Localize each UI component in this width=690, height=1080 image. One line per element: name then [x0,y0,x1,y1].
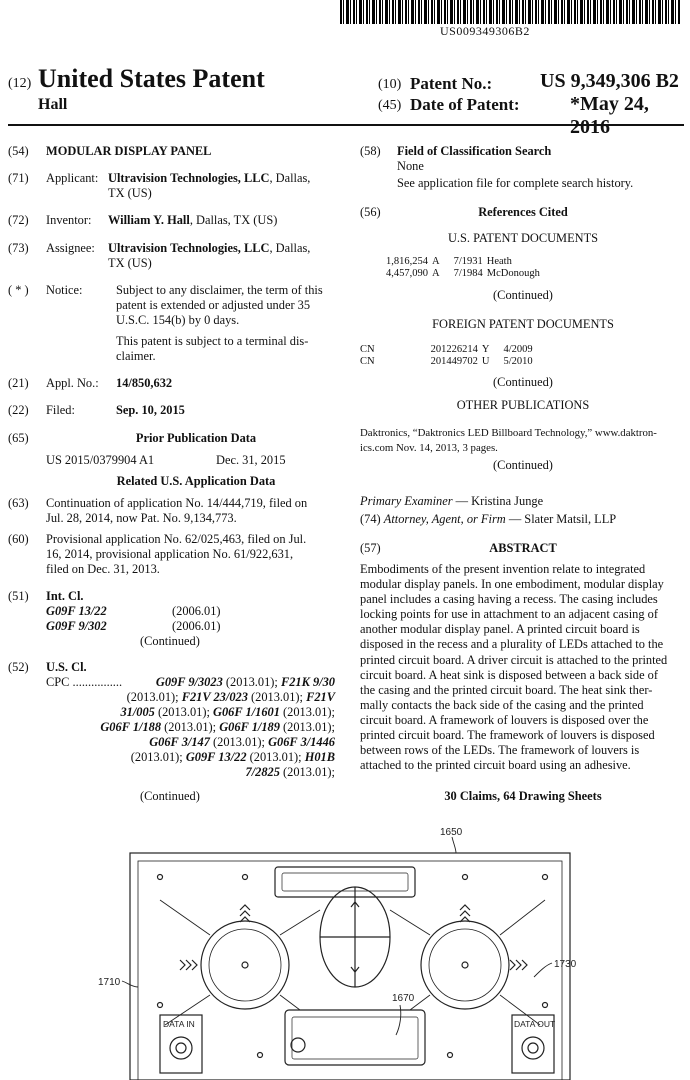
assignee-name: Ultravision Technologies, LLC [108,241,270,255]
bottom-recess [285,1010,425,1065]
prior-pub-heading: Prior Publication Data [135,431,257,445]
inventor-surname: Hall [38,96,68,113]
other-pubs-continued: (Continued) [493,458,553,472]
code-72: (72) [8,213,29,227]
date-label: Date of Patent: [410,95,520,114]
appl-no-label: Appl. No.: [46,376,99,390]
notice-line-4: This patent is subject to a terminal dis- [116,334,309,348]
examiner-label: Primary Examiner [360,494,453,508]
cpc-line-4: G06F 1/188 (2013.01); G06F 1/189 (2013.01); [100,720,335,734]
foreign-refs-table [360,344,537,368]
code-60: (60) [8,532,29,546]
filed-label: Filed: [46,403,75,417]
us-cl-label: U.S. Cl. [46,660,87,674]
code-21: (21) [8,376,29,390]
notice-line-1: Subject to any disclaimer, the term of this [116,283,323,297]
cpc-line-1: G09F 9/3023 (2013.01); F21K 9/30 [155,675,335,689]
code-10: (10) [378,77,402,92]
cpc-dots: ................ [72,675,123,689]
ref-1650: 1650 [440,827,463,838]
other-pub-line-2: ics.com Nov. 14, 2013, 3 pages. [360,442,498,454]
assignee-location: , Dallas, [269,241,311,255]
us-refs-table [386,256,544,280]
applicant-location: , Dallas, [269,171,311,185]
attorney-label: Attorney, Agent, or Firm [383,512,506,526]
code-63: (63) [8,496,29,510]
int-cl-1: G09F 13/22 [46,604,107,618]
related-heading: Related U.S. Application Data [116,474,276,488]
code-65: (65) [8,431,29,445]
int-cl-label: Int. Cl. [46,589,84,603]
other-pubs-heading: OTHER PUBLICATIONS [456,398,590,412]
code-12: (12) [8,76,32,91]
abstract-heading: ABSTRACT [489,541,557,555]
ref-1670: 1670 [392,993,415,1004]
inventor-name: William Y. Hall [108,213,190,227]
ref-1730: 1730 [554,959,577,970]
provisional-line-1: Provisional application No. 62/025,463, filed on Jul. [46,532,307,546]
notice-line-5: claimer. [116,349,156,363]
code-71: (71) [8,171,29,185]
cpc-line-2: (2013.01); F21V 23/023 (2013.01); F21V [126,690,335,704]
barcode [340,0,680,24]
code-notice: ( * ) [8,283,29,297]
left-mount-circle [201,921,289,1009]
data-out-label: DATA OUT [514,1019,556,1029]
invention-title: MODULAR DISPLAY PANEL [46,144,212,158]
table-row: CN 201449702 U 5/2010 [360,356,533,367]
continuation-line-2: Jul. 28, 2014, now Pat. No. 9,134,773. [46,511,237,525]
int-cl-2: G09F 9/302 [46,619,107,633]
data-in-label: DATA IN [163,1019,195,1029]
cpc-line-5: G06F 3/147 (2013.01); G06F 3/1446 [149,735,335,749]
code-54: (54) [8,144,29,158]
code-22: (22) [8,403,29,417]
code-56: (56) [360,205,381,219]
us-docs-heading: U.S. PATENT DOCUMENTS [447,231,599,245]
table-row: 1,816,254 A 7/1931 Heath [386,256,512,267]
field-note: See application file for complete search history. [397,176,634,190]
table-row: 4,457,090 A 7/1984 McDonough [386,268,540,279]
cpc-label: CPC [46,675,70,689]
assignee-label: Assignee: [46,241,95,255]
code-52: (52) [8,660,29,674]
representative-drawing [0,815,690,1080]
foreign-refs-continued: (Continued) [493,375,553,389]
assignee-location-2: TX (US) [108,256,152,270]
ref-1710: 1710 [98,977,121,988]
barcode-text: US009349306B2 [440,24,530,38]
cpc-line-6: (2013.01); G09F 13/22 (2013.01); H01B [130,750,335,764]
code-51: (51) [8,589,29,603]
int-cl-1-date: (2006.01) [172,604,221,618]
filed-date: Sep. 10, 2015 [116,403,185,417]
table-row: CN 201226214 Y 4/2009 [360,344,533,355]
foreign-heading: FOREIGN PATENT DOCUMENTS [432,317,614,331]
appl-no: 14/850,632 [116,376,173,390]
patent-no-label: Patent No.: [410,74,493,93]
provisional-line-2: 16, 2014, provisional application No. 61/922,631, [46,547,294,561]
applicant-location-2: TX (US) [108,186,152,200]
right-column [360,144,686,824]
field-none: None [397,159,424,173]
right-mount-circle [421,921,509,1009]
code-58: (58) [360,144,381,158]
code-45: (45) [378,98,402,113]
field-heading: Field of Classification Search [397,144,552,158]
code-57: (57) [360,541,381,555]
patent-date: *May 24, 2016 [570,93,649,138]
header-rule [8,124,684,126]
us-refs-continued: (Continued) [493,288,553,302]
provisional-line-3: filed on Dec. 31, 2013. [46,562,160,576]
int-cl-2-date: (2006.01) [172,619,221,633]
left-column [8,144,338,824]
applicant-label: Applicant: [46,171,99,185]
cpc-line-3: 31/005 (2013.01); G06F 1/1601 (2013.01); [120,705,335,719]
cpc-line-7: 7/2825 (2013.01); [245,765,335,779]
notice-label: Notice: [46,283,83,297]
int-cl-continued: (Continued) [140,634,200,648]
examiner-name: — Kristina Junge [452,494,544,508]
attorney-name: — Slater Matsil, LLP [505,512,617,526]
notice-line-2: patent is extended or adjusted under 35 [116,298,311,312]
patent-number: US 9,349,306 B2 [540,70,679,92]
code-74: (74) [360,512,381,526]
inventor-label: Inventor: [46,213,92,227]
doc-type: United States Patent [38,64,265,93]
code-73: (73) [8,241,29,255]
prior-pub-number: US 2015/0379904 A1 [46,453,155,467]
notice-line-3: U.S.C. 154(b) by 0 days. [116,313,240,327]
abstract-text: Embodiments of the present invention relate to integrated modular display panels. In one embodiment, modular display panel includes a casing having a recess. The casing includes locking points for use in attachment to an adjacent casing of another modular display panel. A printed circuit board is disposed in the recess and a plurality of LEDs attached to the printed circuit board. A driver circuit is attached to the printed circuit board. A heat sink is disposed between a back side of the casing and the printed circuit board. The heat sink ther- mally contacts the back side of the casing and the printed circuit board. A framework of louvers is disposed over the printed circuit board. The framework of louvers is disposed between rows of the LEDs. The framework of louvers is attached to the printed circuit board using an adhesive. [360,562,668,773]
cpc-continued: (Continued) [140,789,200,803]
refs-heading: References Cited [478,205,568,219]
other-pub-line-1: Daktronics, “Daktronics LED Billboard Technology,” www.daktron- [360,427,657,439]
continuation-line-1: Continuation of application No. 14/444,719, filed on [46,496,308,510]
applicant-name: Ultravision Technologies, LLC [108,171,270,185]
top-recess [275,867,415,897]
prior-pub-date: Dec. 31, 2015 [216,453,286,467]
claims-summary: 30 Claims, 64 Drawing Sheets [444,789,602,803]
inventor-location: , Dallas, TX (US) [189,213,278,227]
